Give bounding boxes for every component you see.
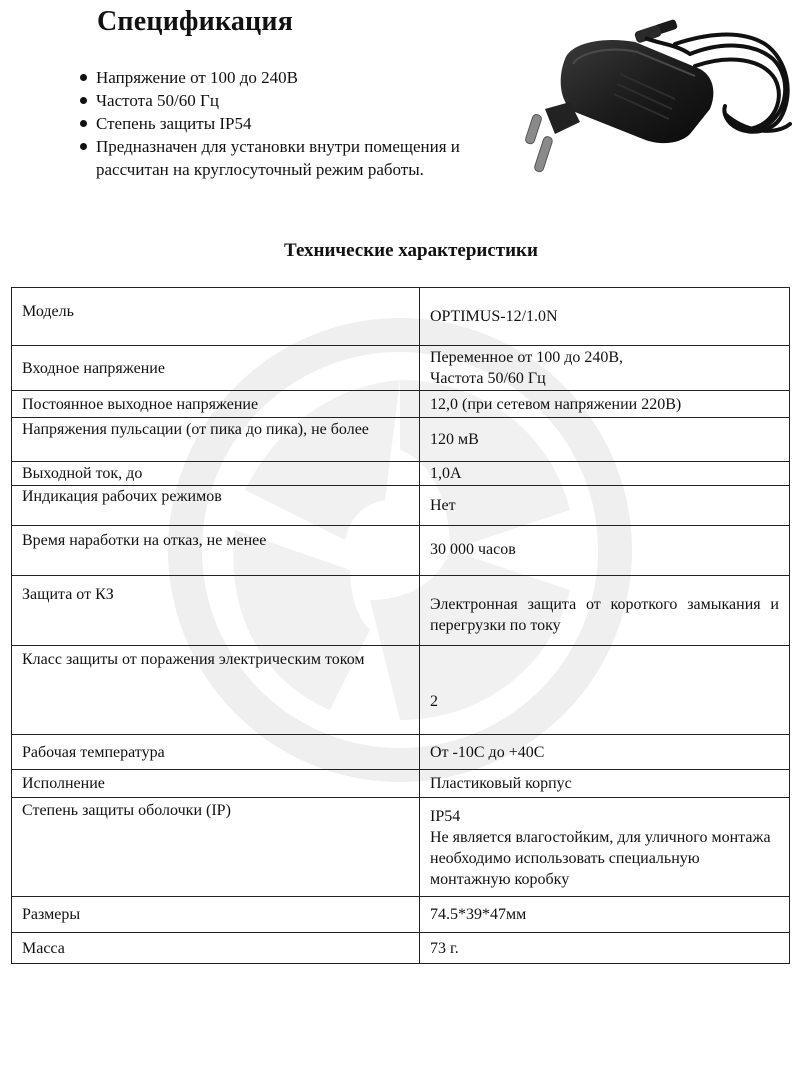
value-cell: 2 (420, 646, 790, 735)
value-cell: Пластиковый корпус (420, 770, 790, 798)
param-cell: Исполнение (12, 770, 420, 798)
table-row (12, 526, 790, 576)
spec-list (77, 66, 517, 181)
spec-item: Степень защиты IP54 (77, 112, 517, 135)
table-row (12, 770, 790, 798)
table-row (12, 346, 790, 391)
value-cell: 120 мВ (420, 418, 790, 462)
table-row (12, 486, 790, 526)
table-row (12, 391, 790, 418)
table-row (12, 288, 790, 346)
param-cell: Защита от КЗ (12, 576, 420, 646)
value-cell: OPTIMUS-12/1.0N (420, 288, 790, 346)
table-row (12, 418, 790, 462)
value-cell: 1,0А (420, 462, 790, 486)
value-cell: От -10С до +40С (420, 735, 790, 770)
spec-item: Напряжение от 100 до 240В (77, 66, 517, 89)
value-cell: Электронная защита от короткого замыкания и перегрузки по току (420, 576, 790, 646)
param-cell: Время наработки на отказ, не менее (12, 526, 420, 576)
value-cell: Переменное от 100 до 240В, Частота 50/60 Гц (420, 346, 790, 391)
spec-title: Спецификация (97, 6, 294, 37)
value-cell: 74.5*39*47мм (420, 897, 790, 933)
table-row (12, 462, 790, 486)
param-cell: Степень защиты оболочки (IP) (12, 798, 420, 897)
param-cell: Входное напряжение (12, 346, 420, 391)
specs-table (11, 287, 790, 964)
tech-specs-title: Технические характеристики (284, 240, 538, 261)
table-row (12, 798, 790, 897)
param-cell: Класс защиты от поражения электрическим током (12, 646, 420, 735)
value-cell: Нет (420, 486, 790, 526)
param-cell: Масса (12, 933, 420, 964)
param-cell: Индикация рабочих режимов (12, 486, 420, 526)
value-cell: 12,0 (при сетевом напряжении 220В) (420, 391, 790, 418)
table-row (12, 933, 790, 964)
table-row (12, 576, 790, 646)
param-cell: Рабочая температура (12, 735, 420, 770)
param-cell: Постоянное выходное напряжение (12, 391, 420, 418)
spec-item: Предназначен для установки внутри помещения и рассчитан на круглосуточный режим работы. (77, 135, 517, 181)
table-row (12, 735, 790, 770)
value-cell: 30 000 часов (420, 526, 790, 576)
power-adapter-image (525, 14, 803, 184)
value-cell: 73 г. (420, 933, 790, 964)
param-cell: Модель (12, 288, 420, 346)
param-cell: Выходной ток, до (12, 462, 420, 486)
table-row (12, 897, 790, 933)
spec-item: Частота 50/60 Гц (77, 89, 517, 112)
param-cell: Напряжения пульсации (от пика до пика), не более (12, 418, 420, 462)
param-cell: Размеры (12, 897, 420, 933)
value-cell: IP54 Не является влагостойким, для уличного монтажа необходимо использовать специальную монтажную коробку (420, 798, 790, 897)
table-row (12, 646, 790, 735)
